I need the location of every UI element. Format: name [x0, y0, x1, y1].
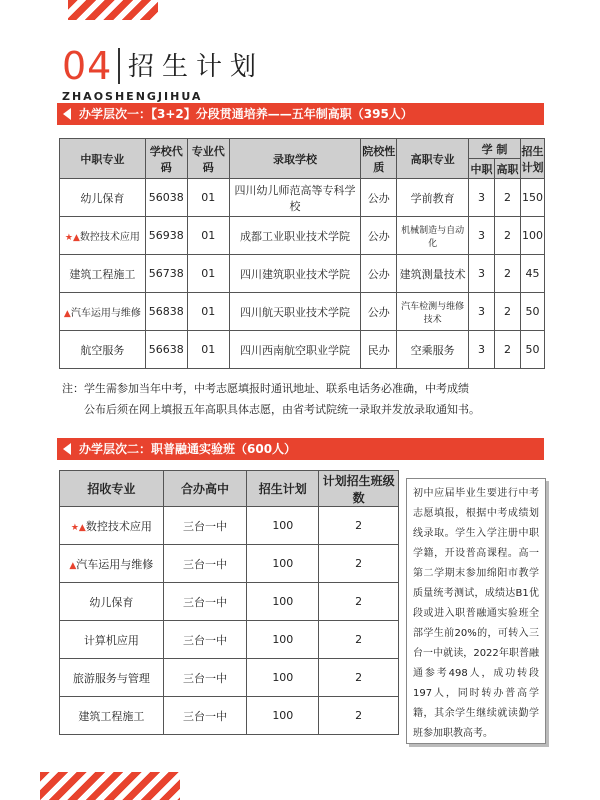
mid-years-cell: 3	[469, 331, 495, 369]
major-label: 计算机应用	[83, 633, 139, 647]
col-header-classes: 计划招生班级数	[319, 471, 399, 507]
plan-cell: 100	[247, 545, 319, 583]
col-header-higher-major: 高职专业	[397, 139, 469, 179]
major-label: 旅游服务与管理	[72, 671, 150, 685]
higher-major-cell: 建筑测量技术	[397, 255, 469, 293]
major-code-cell: 01	[187, 293, 229, 331]
major-label: 汽车运用与维修	[70, 308, 141, 319]
major-cell	[60, 217, 146, 255]
plan-cell: 100	[247, 659, 319, 697]
section2-table	[59, 470, 399, 735]
table-row	[60, 507, 399, 545]
major-label: 幼儿保育	[80, 191, 125, 205]
high-years-cell: 2	[494, 217, 520, 255]
nature-cell: 民办	[361, 331, 397, 369]
school-code-cell: 56938	[145, 217, 187, 255]
enroll-cell: 150	[520, 179, 544, 217]
plan-cell: 100	[247, 583, 319, 621]
recruit-major-cell	[60, 697, 164, 735]
nature-cell: 公办	[361, 179, 397, 217]
major-code-cell: 01	[187, 255, 229, 293]
classes-cell: 2	[319, 659, 399, 697]
recruit-major-cell	[60, 507, 164, 545]
high-years-cell: 2	[494, 255, 520, 293]
nature-cell: 公办	[361, 293, 397, 331]
plan-cell: 100	[247, 507, 319, 545]
partner-school-cell: 三台一中	[163, 545, 247, 583]
col-header-major: 中职专业	[60, 139, 146, 179]
high-years-cell: 2	[494, 293, 520, 331]
col-header-mid: 中职	[469, 159, 495, 179]
major-label: 数控技术应用	[79, 232, 140, 243]
decorative-stripes-top	[68, 0, 158, 20]
recruit-major-cell	[60, 583, 164, 621]
section1-table	[59, 138, 545, 369]
section2-banner: 办学层次二：职普融通实验班（600人）	[57, 438, 544, 460]
col-header-school-code: 学校代码	[145, 139, 187, 179]
major-label: 建筑工程施工	[69, 267, 136, 281]
admit-school-cell: 成都工业职业技术学院	[229, 217, 361, 255]
table-row	[60, 293, 545, 331]
high-years-cell: 2	[494, 179, 520, 217]
school-code-cell: 56038	[145, 179, 187, 217]
plan-cell: 100	[247, 697, 319, 735]
major-code-cell: 01	[187, 217, 229, 255]
major-label: 数控技术应用	[85, 519, 152, 533]
major-cell	[60, 331, 146, 369]
page-header	[62, 40, 362, 112]
decorative-stripes-bottom	[40, 772, 180, 800]
major-label: 幼儿保育	[89, 595, 134, 609]
higher-major-cell: 机械制造与自动化	[397, 217, 469, 255]
major-code-cell: 01	[187, 331, 229, 369]
major-label: 建筑工程施工	[78, 709, 145, 723]
major-cell	[60, 179, 146, 217]
nature-cell: 公办	[361, 217, 397, 255]
feature-mark-icon: ★▲	[64, 233, 80, 243]
table-row	[60, 621, 399, 659]
header-divider	[118, 48, 120, 84]
col-header-major-code: 专业代码	[187, 139, 229, 179]
admit-school-cell: 四川西南航空职业学院	[229, 331, 361, 369]
plan-cell: 100	[247, 621, 319, 659]
col-header-admit-school: 录取学校	[229, 139, 361, 179]
section-number: 04	[62, 44, 113, 88]
mid-years-cell: 3	[469, 255, 495, 293]
note-line-1: 注：学生需参加当年中考，中考志愿填报时通讯地址、联系电话务必准确，中考成绩	[62, 382, 469, 395]
nature-cell: 公办	[361, 255, 397, 293]
major-cell	[60, 293, 146, 331]
partner-school-cell: 三台一中	[163, 659, 247, 697]
col-header-plan: 招生计划	[247, 471, 319, 507]
page-title: 招生计划	[128, 52, 265, 82]
major-code-cell: 01	[187, 179, 229, 217]
enroll-cell: 50	[520, 331, 544, 369]
major-cell	[60, 255, 146, 293]
recruit-major-cell	[60, 659, 164, 697]
enroll-cell: 100	[520, 217, 544, 255]
school-code-cell: 56638	[145, 331, 187, 369]
partner-school-cell: 三台一中	[163, 507, 247, 545]
mid-years-cell: 3	[469, 179, 495, 217]
section2-description-box: 初中应届毕业生要进行中考志愿填报，根据中考成绩划线录取。学生入学注册中职学籍，开设普高课程。高一第二学期末参加绵阳市教学质量统考测试，成绩达B1优段或进入职普融通实验班全部学生前20%的，可转入三台一中就读，2022年职普融通参考498人，成功转段197人，同时转办普高学籍，其余学生继续就读勤学班参加职教高考。	[406, 478, 546, 744]
classes-cell: 2	[319, 621, 399, 659]
table-row	[60, 255, 545, 293]
col-header-enroll: 招生计划	[520, 139, 544, 179]
col-header-high: 高职	[494, 159, 520, 179]
recruit-major-cell	[60, 545, 164, 583]
col-header-nature: 院校性质	[361, 139, 397, 179]
section1-banner: 办学层次一：【3+2】分段贯通培养——五年制高职（395人）	[57, 103, 544, 125]
table-row	[60, 583, 399, 621]
table-row	[60, 659, 399, 697]
table-row	[60, 697, 399, 735]
partner-school-cell: 三台一中	[163, 583, 247, 621]
partner-school-cell: 三台一中	[163, 697, 247, 735]
col-header-partner-school: 合办高中	[163, 471, 247, 507]
classes-cell: 2	[319, 545, 399, 583]
partner-school-cell: 三台一中	[163, 621, 247, 659]
higher-major-cell: 汽车检测与维修技术	[397, 293, 469, 331]
enroll-cell: 50	[520, 293, 544, 331]
major-label: 汽车运用与维修	[76, 557, 154, 571]
col-header-recruit-major: 招收专业	[60, 471, 164, 507]
table-row	[60, 545, 399, 583]
feature-mark-icon: ▲	[69, 560, 77, 571]
higher-major-cell: 空乘服务	[397, 331, 469, 369]
classes-cell: 2	[319, 697, 399, 735]
mid-years-cell: 3	[469, 293, 495, 331]
admit-school-cell: 四川建筑职业技术学院	[229, 255, 361, 293]
page-subtitle-pinyin: ZHAOSHENGJIHUA	[62, 90, 203, 103]
classes-cell: 2	[319, 583, 399, 621]
admit-school-cell: 四川航天职业技术学院	[229, 293, 361, 331]
school-code-cell: 56738	[145, 255, 187, 293]
recruit-major-cell	[60, 621, 164, 659]
mid-years-cell: 3	[469, 217, 495, 255]
table-row	[60, 331, 545, 369]
higher-major-cell: 学前教育	[397, 179, 469, 217]
classes-cell: 2	[319, 507, 399, 545]
col-header-duration: 学 制	[469, 139, 521, 159]
note-line-2: 公布后须在网上填报五年高职具体志愿，由省考试院统一录取并发放录取通知书。	[84, 403, 480, 416]
high-years-cell: 2	[494, 331, 520, 369]
admit-school-cell: 四川幼儿师范高等专科学校	[229, 179, 361, 217]
enroll-cell: 45	[520, 255, 544, 293]
school-code-cell: 56838	[145, 293, 187, 331]
section1-note	[62, 378, 542, 420]
feature-mark-icon: ▲	[63, 309, 71, 319]
table-row	[60, 217, 545, 255]
major-label: 航空服务	[80, 343, 125, 357]
feature-mark-icon: ★▲	[70, 522, 86, 533]
table-row	[60, 179, 545, 217]
